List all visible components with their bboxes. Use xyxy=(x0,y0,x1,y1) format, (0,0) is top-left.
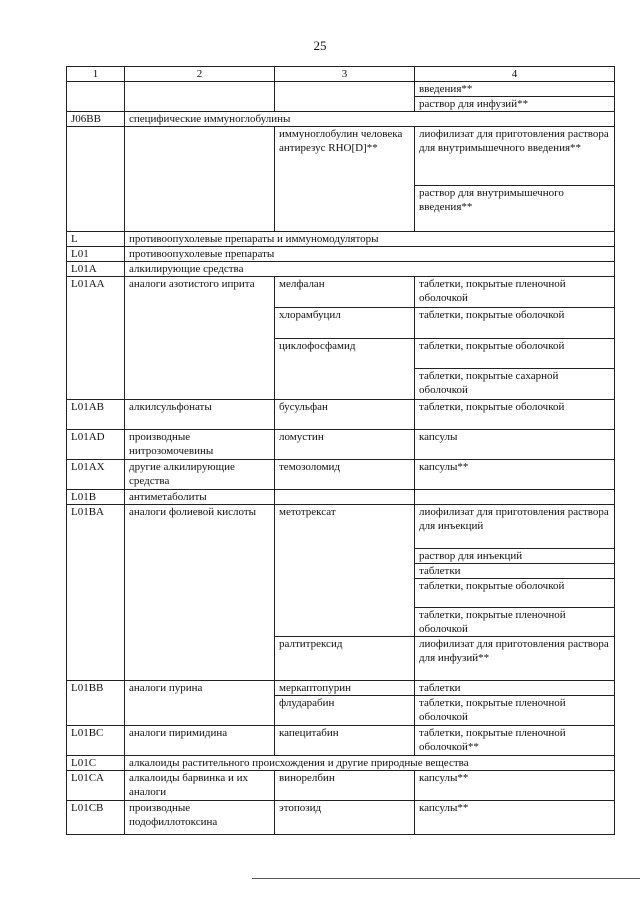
code-cell: L xyxy=(67,232,125,247)
table-row xyxy=(67,681,615,696)
drug-cell: иммуноглобулин человека антирезус RHO[D]** xyxy=(275,127,415,232)
group-cell: антиметаболиты xyxy=(125,490,275,505)
column-header: 2 xyxy=(125,67,275,82)
page-number: 25 xyxy=(313,38,327,53)
code-cell: L01B xyxy=(67,490,125,505)
code-cell: L01AD xyxy=(67,430,125,460)
form-cell: лиофилизат для приготовления раствора для внутримышечного введения** xyxy=(415,127,615,186)
group-cell xyxy=(125,82,275,112)
column-header: 1 xyxy=(67,67,125,82)
table-row xyxy=(67,277,615,308)
group-cell: аналоги пиримидина xyxy=(125,726,275,756)
table-row xyxy=(67,460,615,490)
group-cell: алкалоиды барвинка и их аналоги xyxy=(125,771,275,801)
form-cell: таблетки, покрытые пленочной оболочкой** xyxy=(415,726,615,756)
group-cell: производные нитрозомочевины xyxy=(125,430,275,460)
group-cell: противоопухолевые препараты и иммуномодуляторы xyxy=(125,232,615,247)
code-cell: L01AA xyxy=(67,277,125,400)
drug-cell: ралтитрексид xyxy=(275,637,415,681)
code-cell: J06BB xyxy=(67,112,125,127)
form-cell: таблетки, покрытые пленочной оболочкой xyxy=(415,696,615,726)
drug-cell xyxy=(275,490,415,505)
group-cell: аналоги фолиевой кислоты xyxy=(125,505,275,681)
group-cell: аналоги азотистого иприта xyxy=(125,277,275,400)
form-cell: таблетки, покрытые оболочкой xyxy=(415,400,615,430)
form-cell: раствор для внутримышечного введения** xyxy=(415,186,615,232)
code-cell: L01 xyxy=(67,247,125,262)
code-cell: L01CB xyxy=(67,801,125,835)
code-cell: L01BC xyxy=(67,726,125,756)
group-cell: алкилсульфонаты xyxy=(125,400,275,430)
group-cell: производные подофиллотоксина xyxy=(125,801,275,835)
group-cell: аналоги пурина xyxy=(125,681,275,726)
code-cell: L01CA xyxy=(67,771,125,801)
group-cell xyxy=(125,127,275,232)
form-cell: капсулы** xyxy=(415,801,615,835)
table-row xyxy=(67,771,615,801)
drug-cell: темозоломид xyxy=(275,460,415,490)
form-cell: таблетки, покрытые пленочной оболочкой xyxy=(415,277,615,308)
table-row xyxy=(67,112,615,127)
drug-cell: циклофосфамид xyxy=(275,339,415,400)
table-row xyxy=(67,127,615,186)
form-cell: введения** xyxy=(415,82,615,97)
group-cell: алкилирующие средства xyxy=(125,262,615,277)
code-cell xyxy=(67,127,125,232)
form-cell: таблетки, покрытые оболочкой xyxy=(415,339,615,369)
group-cell: противоопухолевые препараты xyxy=(125,247,615,262)
code-cell: L01AB xyxy=(67,400,125,430)
group-cell: специфические иммуноглобулины xyxy=(125,112,615,127)
form-cell: лиофилизат для приготовления раствора для инфузий** xyxy=(415,637,615,681)
table-row xyxy=(67,82,615,97)
drug-cell: меркаптопурин xyxy=(275,681,415,696)
form-cell: таблетки, покрытые сахарной оболочкой xyxy=(415,369,615,400)
group-cell: другие алкилирующие средства xyxy=(125,460,275,490)
code-cell: L01BB xyxy=(67,681,125,726)
drug-cell: бусульфан xyxy=(275,400,415,430)
table-row xyxy=(67,490,615,505)
form-cell: таблетки, покрытые пленочной оболочкой xyxy=(415,608,615,637)
table-row xyxy=(67,801,615,835)
table-row xyxy=(67,232,615,247)
table-row xyxy=(67,262,615,277)
drug-cell: винорелбин xyxy=(275,771,415,801)
header-row xyxy=(67,67,615,82)
table-row xyxy=(67,400,615,430)
form-cell: раствор для инъекций xyxy=(415,549,615,564)
form-cell: капсулы** xyxy=(415,460,615,490)
footer-divider xyxy=(252,878,640,879)
column-header: 4 xyxy=(415,67,615,82)
table-row xyxy=(67,756,615,771)
drug-cell: хлорамбуцил xyxy=(275,308,415,339)
form-cell: лиофилизат для приготовления раствора для инъекций xyxy=(415,505,615,549)
code-cell: L01C xyxy=(67,756,125,771)
table-row xyxy=(67,505,615,549)
drug-cell: капецитабин xyxy=(275,726,415,756)
column-header: 3 xyxy=(275,67,415,82)
drug-cell: метотрексат xyxy=(275,505,415,637)
form-cell: таблетки, покрытые оболочкой xyxy=(415,308,615,339)
drug-cell xyxy=(275,82,415,112)
form-cell: таблетки xyxy=(415,681,615,696)
table-row xyxy=(67,726,615,756)
form-cell: раствор для инфузий** xyxy=(415,97,615,112)
form-cell: капсулы** xyxy=(415,771,615,801)
code-cell xyxy=(67,82,125,112)
drug-cell: ломустин xyxy=(275,430,415,460)
medication-table xyxy=(66,66,615,835)
form-cell: таблетки xyxy=(415,564,615,579)
table-row xyxy=(67,247,615,262)
table-row xyxy=(67,430,615,460)
form-cell xyxy=(415,490,615,505)
code-cell: L01A xyxy=(67,262,125,277)
code-cell: L01BA xyxy=(67,505,125,681)
form-cell: капсулы xyxy=(415,430,615,460)
drug-cell: мелфалан xyxy=(275,277,415,308)
drug-cell: этопозид xyxy=(275,801,415,835)
form-cell: таблетки, покрытые оболочкой xyxy=(415,579,615,608)
drug-cell: флударабин xyxy=(275,696,415,726)
code-cell: L01AX xyxy=(67,460,125,490)
group-cell: алкалоиды растительного происхождения и другие природные вещества xyxy=(125,756,615,771)
